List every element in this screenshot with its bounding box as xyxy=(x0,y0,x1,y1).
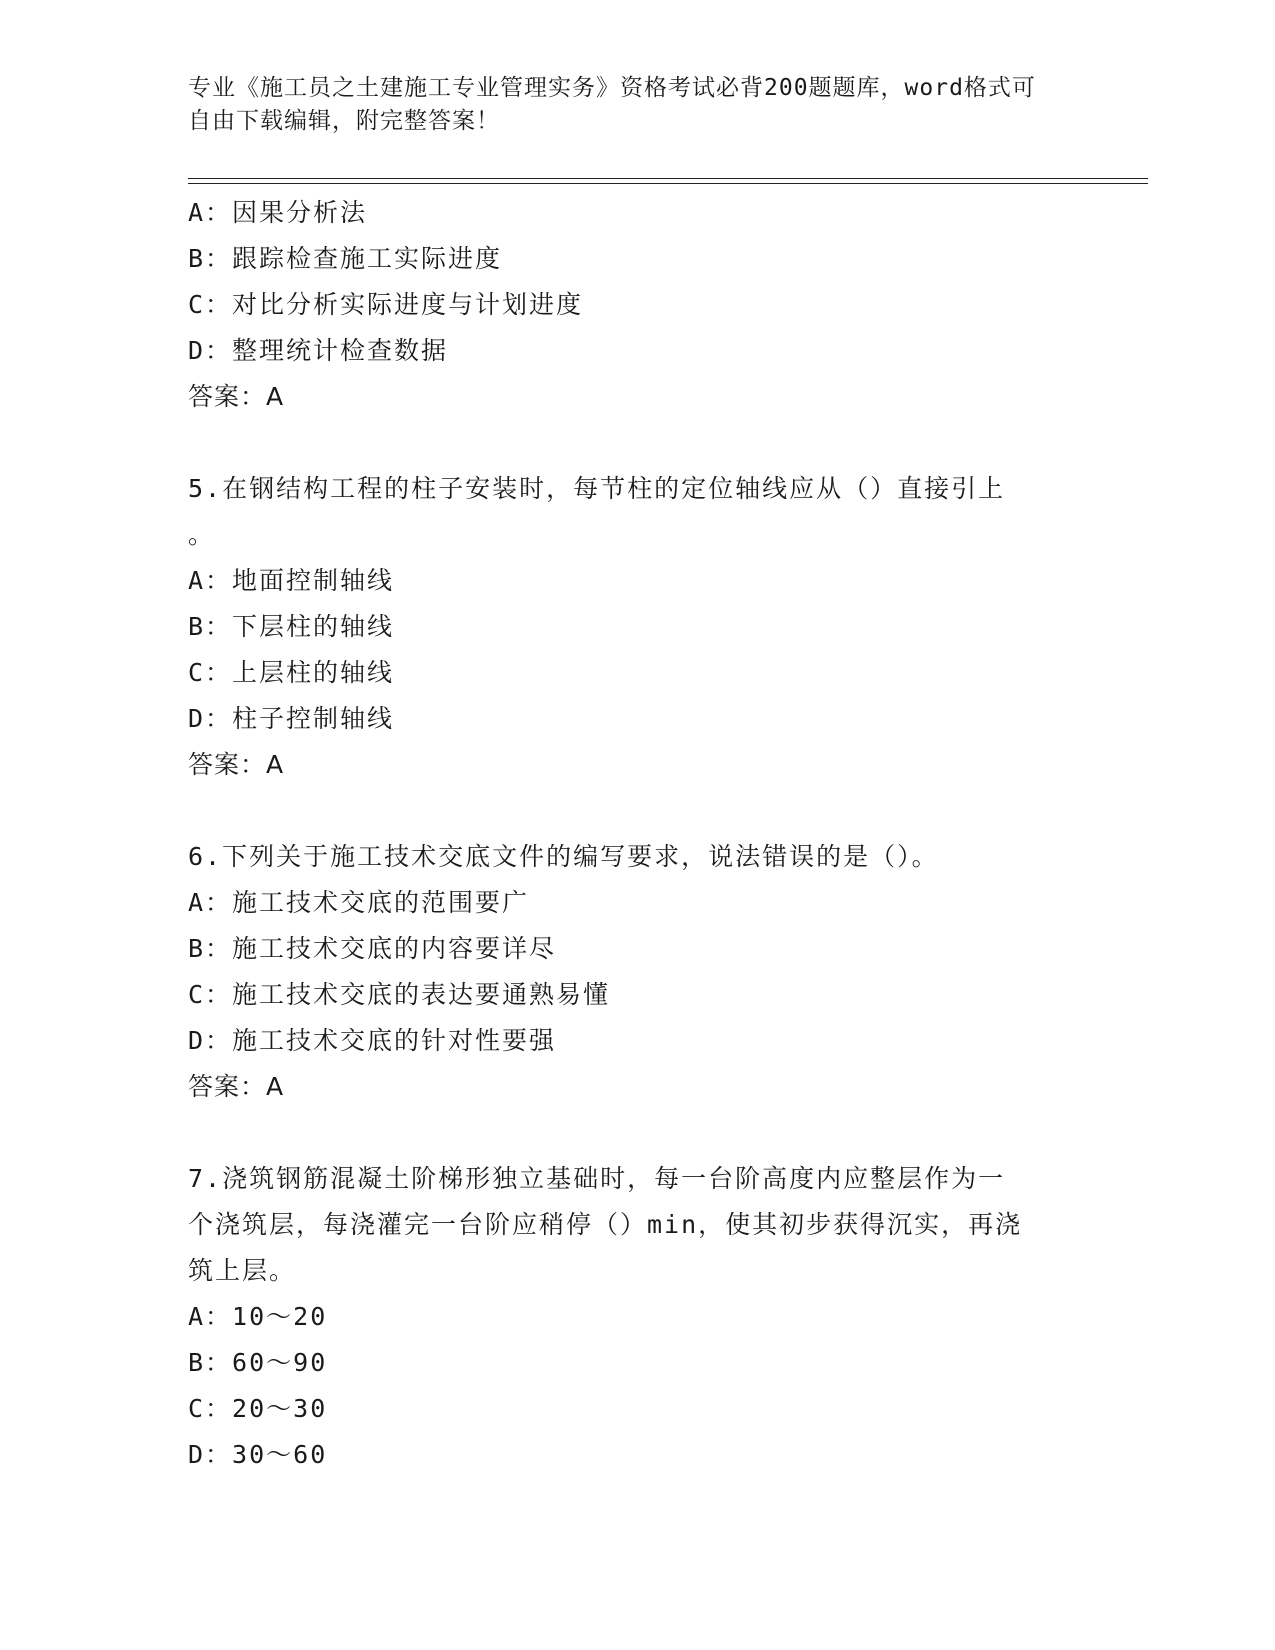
option-a: A：因果分析法 xyxy=(188,198,368,227)
header-divider-bottom xyxy=(188,183,1148,184)
option-a: A：10～20 xyxy=(188,1302,328,1331)
question-6 xyxy=(188,834,1078,1110)
option-d: D：整理统计检查数据 xyxy=(188,336,449,365)
option-c: C：施工技术交底的表达要通熟易懂 xyxy=(188,980,611,1009)
spacer xyxy=(188,1110,1078,1156)
question-text-line: 7.浇筑钢筋混凝土阶梯形独立基础时，每一台阶高度内应整层作为一 xyxy=(188,1164,1006,1193)
answer-text: 答案：A xyxy=(188,750,285,779)
option-b: B：60～90 xyxy=(188,1348,328,1377)
option-c: C：上层柱的轴线 xyxy=(188,658,395,687)
option-c: C：20～30 xyxy=(188,1394,328,1423)
spacer xyxy=(188,788,1078,834)
question-text-line: 筑上层。 xyxy=(188,1256,297,1285)
option-b: B：跟踪检查施工实际进度 xyxy=(188,244,503,273)
option-a: A：地面控制轴线 xyxy=(188,566,395,595)
option-b: B：下层柱的轴线 xyxy=(188,612,395,641)
option-c: C：对比分析实际进度与计划进度 xyxy=(188,290,584,319)
answer-text: 答案：A xyxy=(188,1072,285,1101)
question-list xyxy=(188,190,1078,1478)
spacer xyxy=(188,420,1078,466)
question-7 xyxy=(188,1156,1078,1478)
header-line-1: 专业《施工员之土建施工专业管理实务》资格考试必背200题题库，word格式可 xyxy=(188,75,1036,101)
header-line-2: 自由下载编辑，附完整答案！ xyxy=(188,108,500,134)
answer-text: 答案：A xyxy=(188,382,285,411)
header-divider-top xyxy=(188,178,1148,179)
option-b: B：施工技术交底的内容要详尽 xyxy=(188,934,557,963)
option-a: A：施工技术交底的范围要广 xyxy=(188,888,530,917)
question-text-line: 5.在钢结构工程的柱子安装时，每节柱的定位轴线应从（）直接引上 xyxy=(188,474,1006,503)
option-d: D：柱子控制轴线 xyxy=(188,704,395,733)
question-text-line: 6.下列关于施工技术交底文件的编写要求，说法错误的是（）。 xyxy=(188,842,939,871)
question-text-line: 。 xyxy=(188,520,216,549)
question-continuation xyxy=(188,190,1078,420)
question-5 xyxy=(188,466,1078,788)
document-header xyxy=(188,72,1068,138)
option-d: D：30～60 xyxy=(188,1440,328,1469)
option-d: D：施工技术交底的针对性要强 xyxy=(188,1026,557,1055)
question-text-line: 个浇筑层，每浇灌完一台阶应稍停（）min，使其初步获得沉实，再浇 xyxy=(188,1210,1023,1239)
